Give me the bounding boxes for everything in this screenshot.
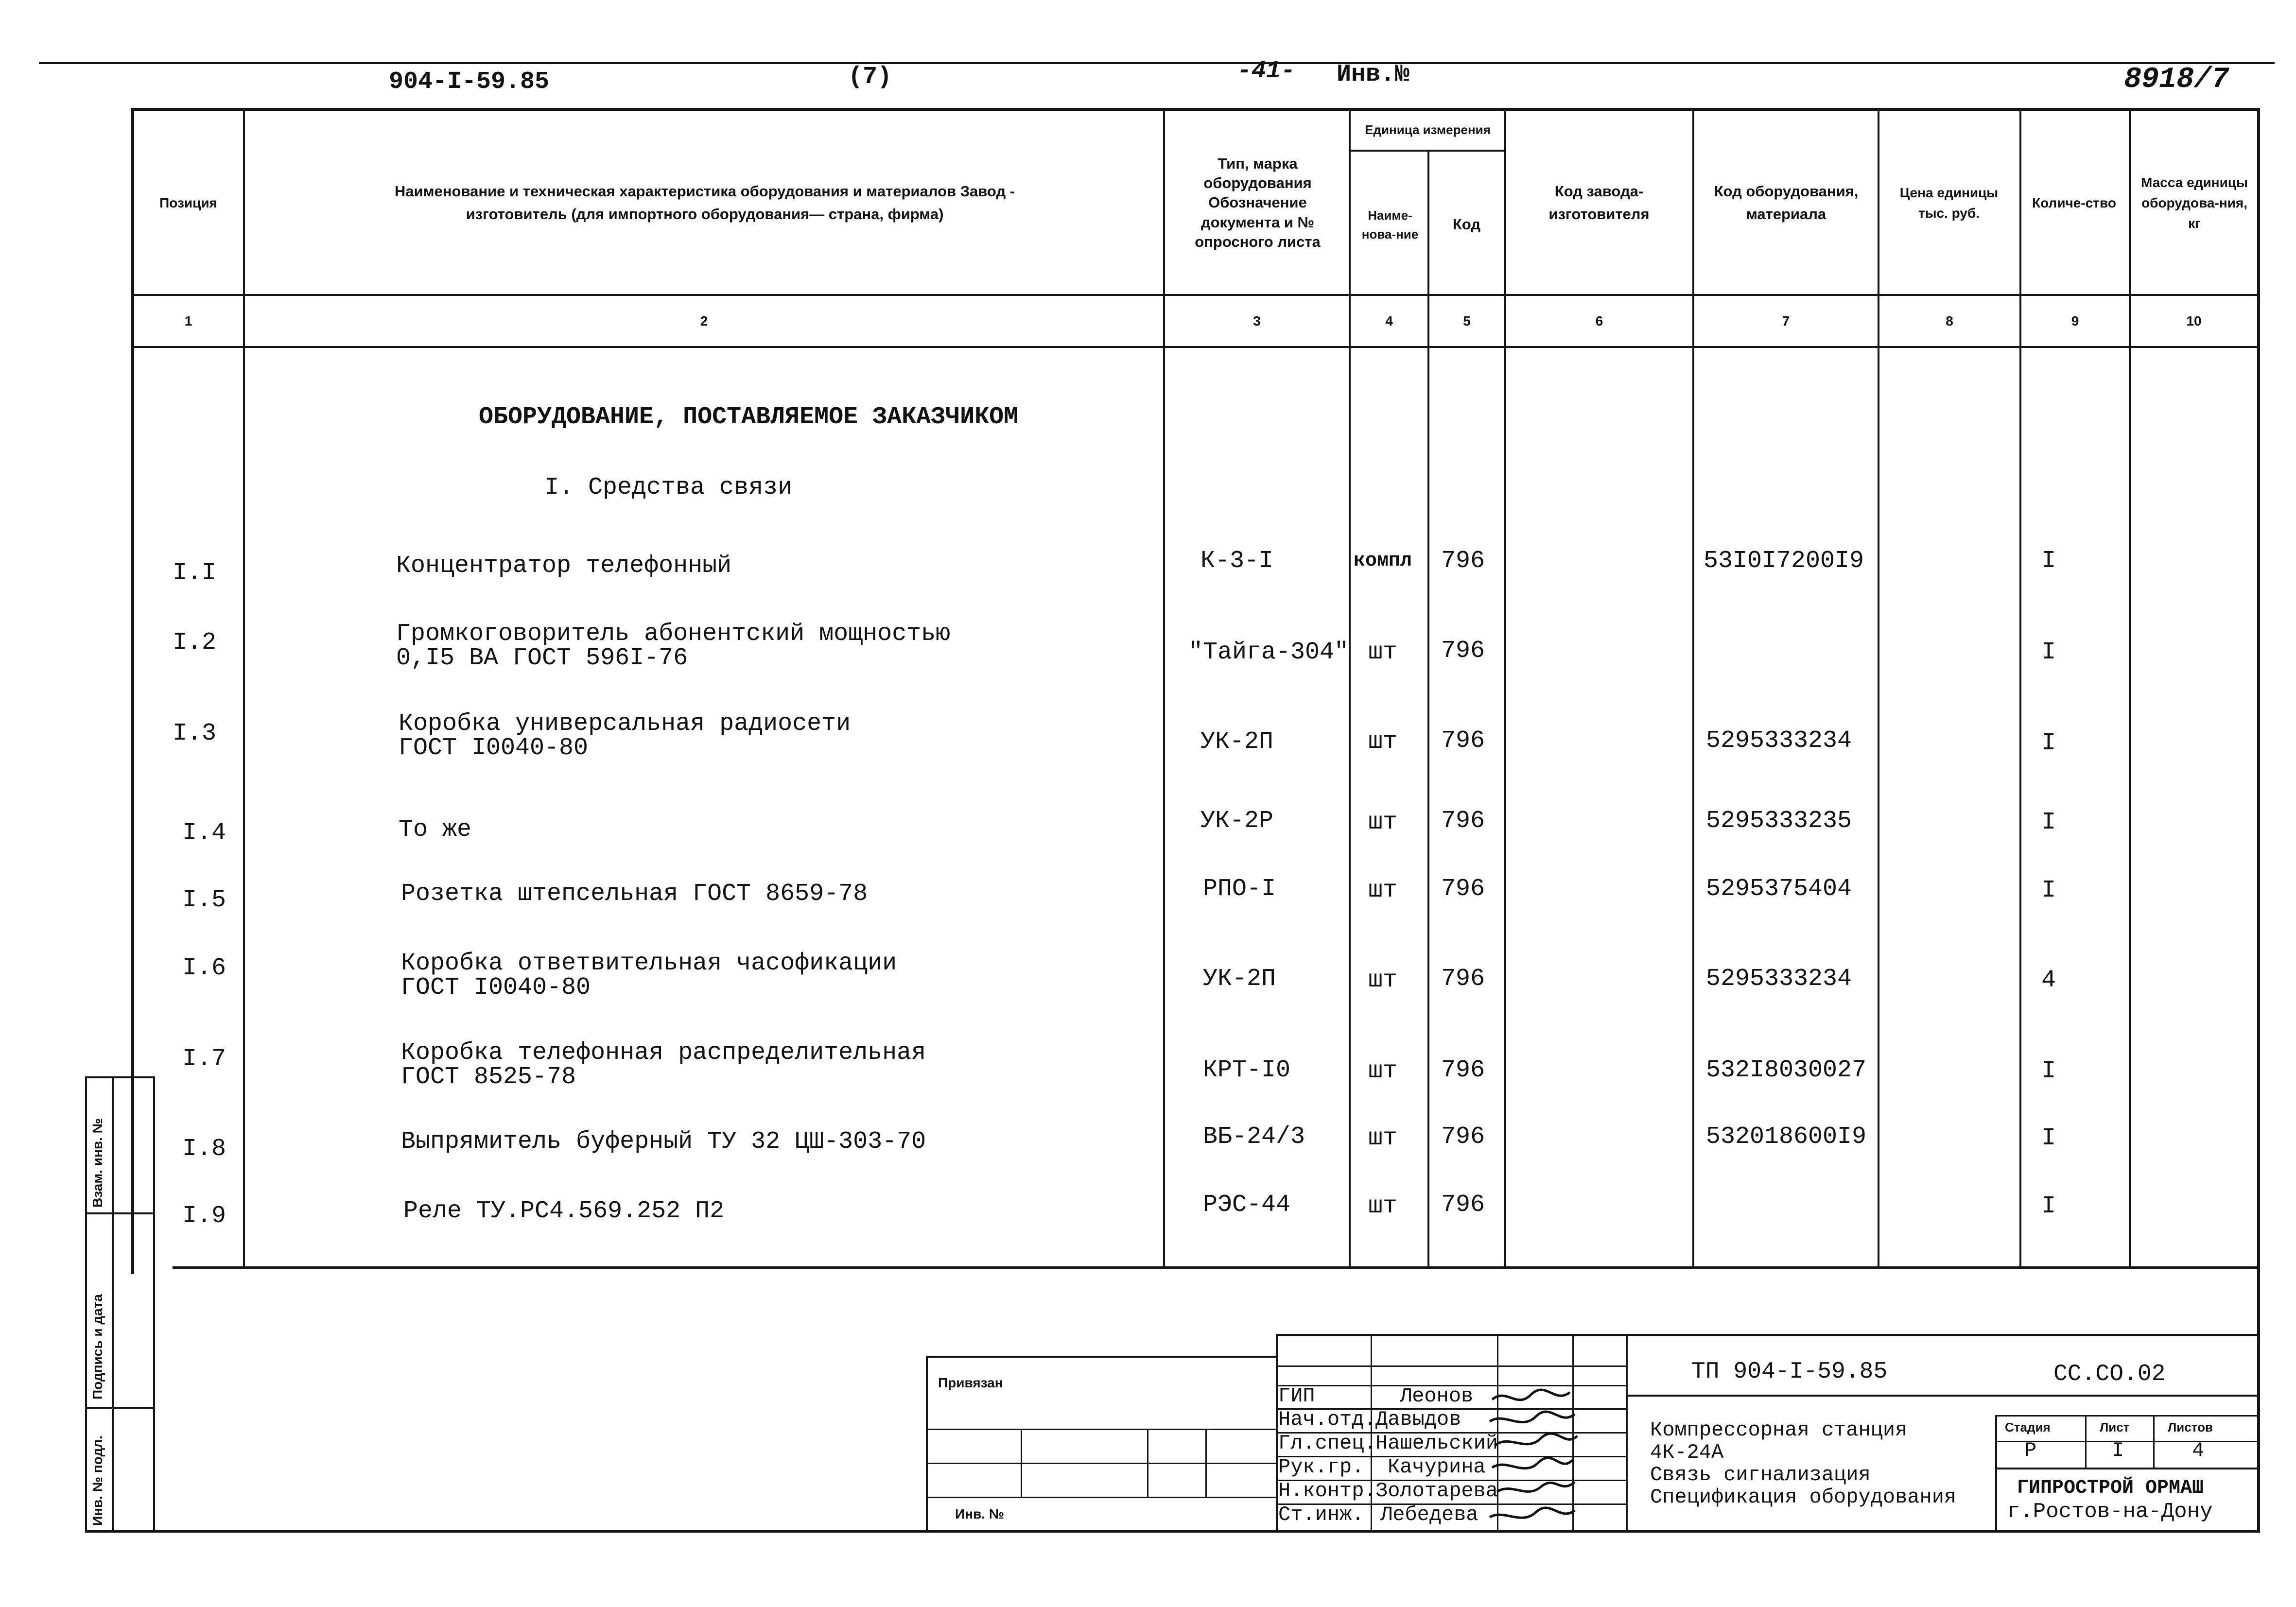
privyazan-label: Привязан bbox=[938, 1375, 1003, 1390]
colnum-9: 9 bbox=[2071, 313, 2079, 328]
signer-role: Гл.спец. bbox=[1278, 1432, 1376, 1455]
col-header-5: Код bbox=[1452, 216, 1481, 233]
row-qty: I bbox=[2041, 729, 2056, 757]
sheet-label: Лист bbox=[2100, 1420, 2130, 1434]
row-code: 796 bbox=[1441, 807, 1485, 835]
row-code: 796 bbox=[1441, 875, 1485, 903]
signer-name: Золотарева bbox=[1375, 1479, 1498, 1503]
row-pos: I.9 bbox=[182, 1202, 226, 1230]
colnum-5: 5 bbox=[1463, 313, 1471, 328]
frame-bottom bbox=[85, 1530, 2260, 1533]
colnum-1: 1 bbox=[184, 313, 192, 328]
row-name: Розетка штепсельная ГОСТ 8659-78 bbox=[401, 880, 868, 908]
row-unit: шт bbox=[1368, 639, 1398, 666]
unit-group-title: Единица измерения bbox=[1365, 122, 1491, 137]
row-qty: I bbox=[2041, 877, 2056, 904]
row-type: УК-2П bbox=[1200, 728, 1274, 756]
signer-role: ГИП bbox=[1278, 1384, 1315, 1408]
frame-top bbox=[131, 108, 2260, 111]
signer-name: Леонов bbox=[1400, 1384, 1474, 1408]
row-equip-code: 5295333234 bbox=[1706, 727, 1852, 755]
signer-role: Нач.отд. bbox=[1278, 1408, 1376, 1431]
signer-name: Лебедева bbox=[1380, 1503, 1478, 1526]
inv-no-label: Инв. № bbox=[955, 1506, 1005, 1521]
col-sep-5 bbox=[1504, 108, 1506, 1267]
frame-right bbox=[2257, 108, 2260, 1532]
stage-value: Р bbox=[2024, 1439, 2037, 1462]
row-pos: I.5 bbox=[182, 886, 226, 914]
sheets-value: 4 bbox=[2192, 1439, 2205, 1462]
row-type: РЭС-44 bbox=[1203, 1191, 1291, 1219]
col-header-1: Позиция bbox=[159, 195, 217, 210]
row-equip-code: 53I0I7200I9 bbox=[1704, 547, 1864, 575]
colnum-row-rule bbox=[131, 346, 2260, 348]
colnum-3: 3 bbox=[1253, 313, 1261, 328]
row-qty: I bbox=[2041, 1192, 2056, 1220]
row-code: 796 bbox=[1441, 727, 1485, 755]
row-pos: I.I bbox=[173, 559, 217, 587]
colnum-6: 6 bbox=[1595, 313, 1603, 328]
row-qty: I bbox=[2041, 1057, 2056, 1085]
col-header-10: Масса единицы оборудова-ния, кг bbox=[2141, 174, 2248, 231]
archive-number: 8918/7 bbox=[2124, 63, 2229, 96]
row-type: УК-2Р bbox=[1200, 807, 1274, 835]
col-header-6: Код завода-изготовителя bbox=[1548, 183, 1650, 223]
signer-name: Качурина bbox=[1388, 1455, 1486, 1479]
colnum-8: 8 bbox=[1946, 313, 1953, 328]
col-sep-6 bbox=[1692, 108, 1694, 1267]
row-type: РПО-I bbox=[1203, 875, 1276, 903]
row-unit: шт bbox=[1368, 877, 1398, 904]
signer-role: Рук.гр. bbox=[1278, 1455, 1364, 1479]
row-code: 796 bbox=[1441, 965, 1485, 993]
org-name: ГИПРОСТРОЙ ОРМАШ bbox=[2017, 1477, 2204, 1499]
col-sep-2 bbox=[1163, 108, 1165, 1267]
sheet-value: I bbox=[2112, 1439, 2124, 1462]
row-code: 796 bbox=[1441, 1123, 1485, 1151]
row-unit: шт bbox=[1368, 967, 1398, 994]
doc-mark: СС.СО.02 bbox=[2053, 1361, 2166, 1387]
row-name: Громкоговоритель абонентский мощностью 0,I5 ВА ГОСТ 596I-76 bbox=[396, 620, 951, 672]
row-code: 796 bbox=[1441, 637, 1485, 665]
section-main-heading: ОБОРУДОВАНИЕ, ПОСТАВЛЯЕМОЕ ЗАКАЗЧИКОМ bbox=[479, 403, 1019, 431]
row-qty: I bbox=[2041, 809, 2056, 836]
colnum-2: 2 bbox=[700, 313, 708, 328]
signer-name: Нашельский bbox=[1375, 1432, 1498, 1455]
row-equip-code: 532I8030027 bbox=[1706, 1056, 1867, 1084]
sheet-label: (7) bbox=[848, 63, 892, 91]
col-sep-1 bbox=[243, 108, 245, 1267]
row-qty: I bbox=[2041, 639, 2056, 666]
row-name: Коробка телефонная распределительная ГОСТ 8525-78 bbox=[401, 1039, 926, 1091]
row-type: КРТ-I0 bbox=[1203, 1056, 1291, 1084]
row-type: УК-2П bbox=[1203, 965, 1276, 993]
col-sep-3 bbox=[1349, 108, 1351, 1267]
row-code: 796 bbox=[1441, 1056, 1485, 1084]
col-header-2: Наименование и техническая характеристика оборудования и материалов Завод - изготовитель (для импортного оборудования— страна, фирма) bbox=[394, 183, 1015, 223]
row-type: "Тайга-304" bbox=[1188, 639, 1349, 666]
podpis-data-label: Подпись и дата bbox=[90, 1294, 105, 1400]
row-type: ВБ-24/3 bbox=[1203, 1123, 1305, 1151]
row-code: 796 bbox=[1441, 547, 1485, 575]
row-name: Коробка ответвительная часофикации ГОСТ I0040-80 bbox=[401, 950, 897, 1002]
colnum-10: 10 bbox=[2186, 313, 2202, 328]
row-equip-code: 5295333235 bbox=[1706, 807, 1852, 835]
col-header-7: Код оборудования, материала bbox=[1714, 183, 1859, 223]
col-sep-9 bbox=[2129, 108, 2131, 1267]
row-equip-code: 532018600I9 bbox=[1706, 1123, 1867, 1151]
signatures-scribble bbox=[1487, 1385, 1580, 1531]
col-header-4: Наиме-нова-ние bbox=[1361, 207, 1419, 242]
description-line: Компрессорная станция bbox=[1650, 1418, 1908, 1442]
row-name: Коробка универсальная радиосети ГОСТ I0040-80 bbox=[399, 710, 851, 762]
row-unit: компл bbox=[1354, 550, 1412, 572]
row-name: Концентратор телефонный bbox=[396, 552, 732, 580]
signer-role: Н.контр. bbox=[1278, 1479, 1376, 1503]
project-code: 904-I-59.85 bbox=[389, 68, 550, 96]
row-pos: I.7 bbox=[182, 1045, 226, 1073]
sheets-label: Листов bbox=[2168, 1420, 2213, 1434]
inv-podl-label: Инв. № подл. bbox=[90, 1435, 105, 1526]
row-code: 796 bbox=[1441, 1191, 1485, 1219]
row-unit: шт bbox=[1368, 1124, 1398, 1152]
description-line: Связь сигнализация bbox=[1650, 1463, 1871, 1486]
signer-role: Ст.инж. bbox=[1278, 1503, 1364, 1526]
row-unit: шт bbox=[1368, 728, 1398, 756]
row-equip-code: 5295333234 bbox=[1706, 965, 1852, 993]
row-name: Выпрямитель буферный ТУ 32 ЦШ-303-70 bbox=[401, 1128, 926, 1156]
row-type: К-3-I bbox=[1200, 547, 1274, 575]
stage-label: Стадия bbox=[2005, 1420, 2051, 1434]
inv-label: Инв.№ bbox=[1337, 61, 1410, 88]
unit-group-rule bbox=[1349, 150, 1506, 152]
row-name: То же bbox=[399, 816, 472, 844]
colnum-4: 4 bbox=[1385, 313, 1393, 328]
row-qty: I bbox=[2041, 1124, 2056, 1152]
org-city: г.Ростов-на-Дону bbox=[2007, 1500, 2213, 1524]
row-pos: I.6 bbox=[182, 954, 226, 982]
colnum-7: 7 bbox=[1782, 313, 1790, 328]
header-row-rule bbox=[131, 294, 2260, 296]
description-line: 4К-24А bbox=[1650, 1441, 1724, 1464]
row-unit: шт bbox=[1368, 1192, 1398, 1220]
section-sub-heading: I. Средства связи bbox=[544, 474, 793, 501]
col-sep-7 bbox=[1878, 108, 1879, 1267]
vzam-inv-label: Взам. инв. № bbox=[90, 1118, 105, 1208]
page-number: -41- bbox=[1237, 57, 1296, 85]
row-qty: I bbox=[2041, 547, 2056, 575]
signer-name: Давыдов bbox=[1375, 1408, 1461, 1431]
row-pos: I.8 bbox=[182, 1135, 226, 1163]
col-header-9: Количе-ство bbox=[2032, 195, 2116, 210]
top-rule bbox=[39, 62, 2275, 64]
doc-code: ТП 904-I-59.85 bbox=[1691, 1359, 1888, 1385]
row-unit: шт bbox=[1368, 809, 1398, 836]
col-header-8: Цена единицы тыс. руб. bbox=[1899, 185, 1999, 221]
row-pos: I.4 bbox=[182, 819, 226, 847]
row-name: Реле ТУ.РС4.569.252 П2 bbox=[403, 1197, 725, 1225]
row-pos: I.3 bbox=[173, 720, 217, 747]
col-sep-8 bbox=[2019, 108, 2021, 1267]
row-pos: I.2 bbox=[173, 629, 217, 657]
col-header-3: Тип, марка оборудования Обозначение документа и № опросного листа bbox=[1195, 155, 1321, 250]
row-unit: шт bbox=[1368, 1057, 1398, 1085]
table-bottom-rule bbox=[173, 1266, 2258, 1269]
row-qty: 4 bbox=[2041, 967, 2056, 994]
description-line: Спецификация оборудования bbox=[1650, 1486, 1957, 1509]
row-equip-code: 5295375404 bbox=[1706, 875, 1852, 903]
